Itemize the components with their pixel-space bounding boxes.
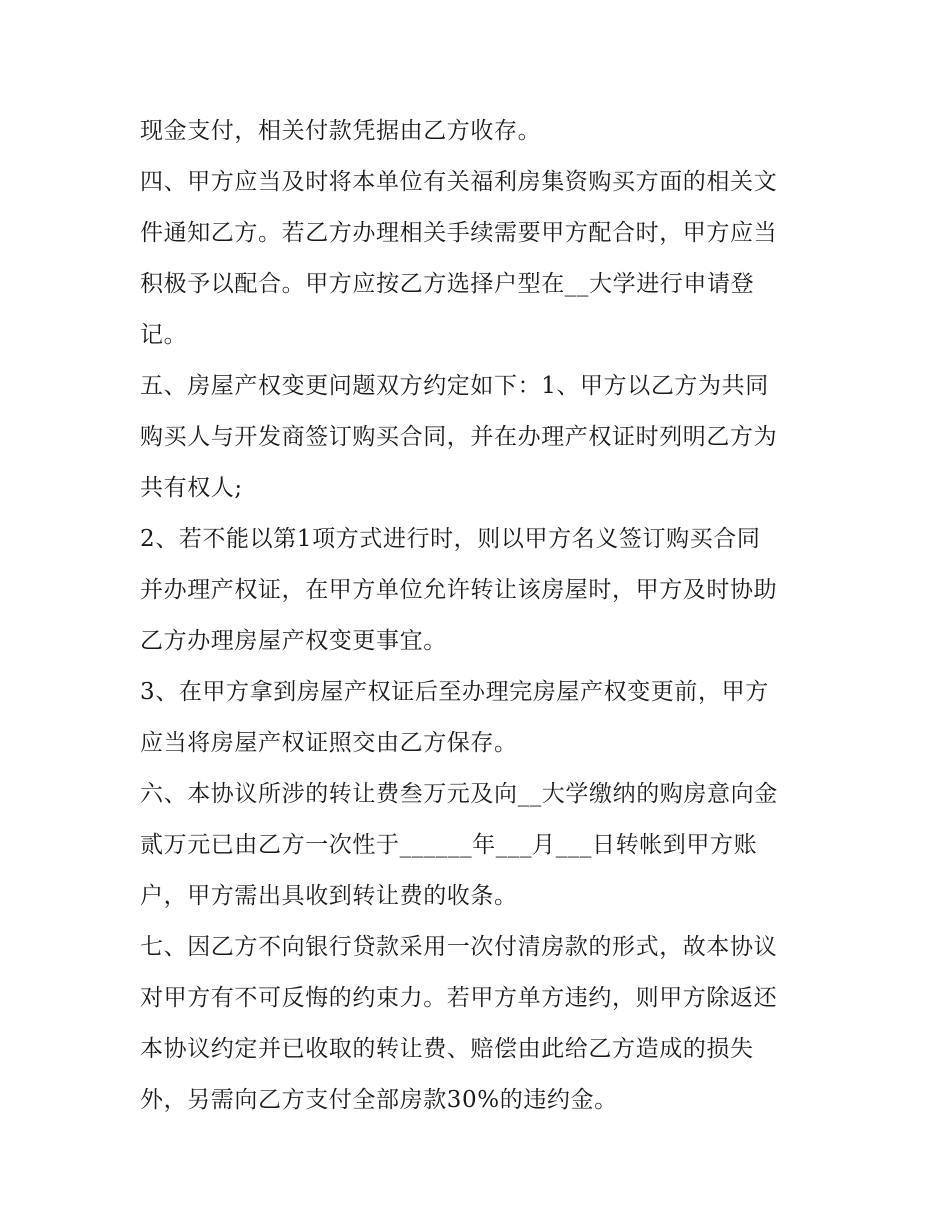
text-line: 贰万元已由乙方一次性于______年___月___日转帐到甲方账 <box>140 832 758 858</box>
text-line: 件通知乙方。若乙方办理相关手续需要甲方配合时，甲方应当 <box>140 220 778 246</box>
text-line: 现金支付，相关付款凭据由乙方收存。 <box>140 118 542 144</box>
text-line: 2、若不能以第1项方式进行时，则以甲方名义签订购买合同 <box>140 526 761 552</box>
text-line: 共有权人; <box>140 475 243 501</box>
document-body <box>140 106 820 1126</box>
text-line: 对甲方有不可反悔的约束力。若甲方单方违约，则甲方除返还 <box>140 985 778 1011</box>
text-line: 并办理产权证，在甲方单位允许转让该房屋时，甲方及时协助 <box>140 577 778 603</box>
text-line: 购买人与开发商签订购买合同，并在办理产权证时列明乙方为 <box>140 424 778 450</box>
text-line: 乙方办理房屋产权变更事宜。 <box>140 628 447 654</box>
text-line: 七、因乙方不向银行贷款采用一次付清房款的形式，故本协议 <box>140 934 778 960</box>
text-line: 四、甲方应当及时将本单位有关福利房集资购买方面的相关文 <box>140 169 778 195</box>
text-line: 本协议约定并已收取的转让费、赔偿由此给乙方造成的损失 <box>140 1036 754 1062</box>
text-line: 五、房屋产权变更问题双方约定如下：1、甲方以乙方为共同 <box>140 373 769 399</box>
text-line: 记。 <box>140 322 188 348</box>
text-line: 应当将房屋产权证照交由乙方保存。 <box>140 730 518 756</box>
text-line: 外，另需向乙方支付全部房款30%的违约金。 <box>140 1087 618 1113</box>
text-line: 户，甲方需出具收到转让费的收条。 <box>140 883 518 909</box>
text-line: 积极予以配合。甲方应按乙方选择户型在__大学进行申请登 <box>140 271 755 297</box>
text-line: 3、在甲方拿到房屋产权证后至办理完房屋产权变更前，甲方 <box>140 679 769 705</box>
text-line: 六、本协议所涉的转让费叁万元及向__大学缴纳的购房意向金 <box>140 781 778 807</box>
